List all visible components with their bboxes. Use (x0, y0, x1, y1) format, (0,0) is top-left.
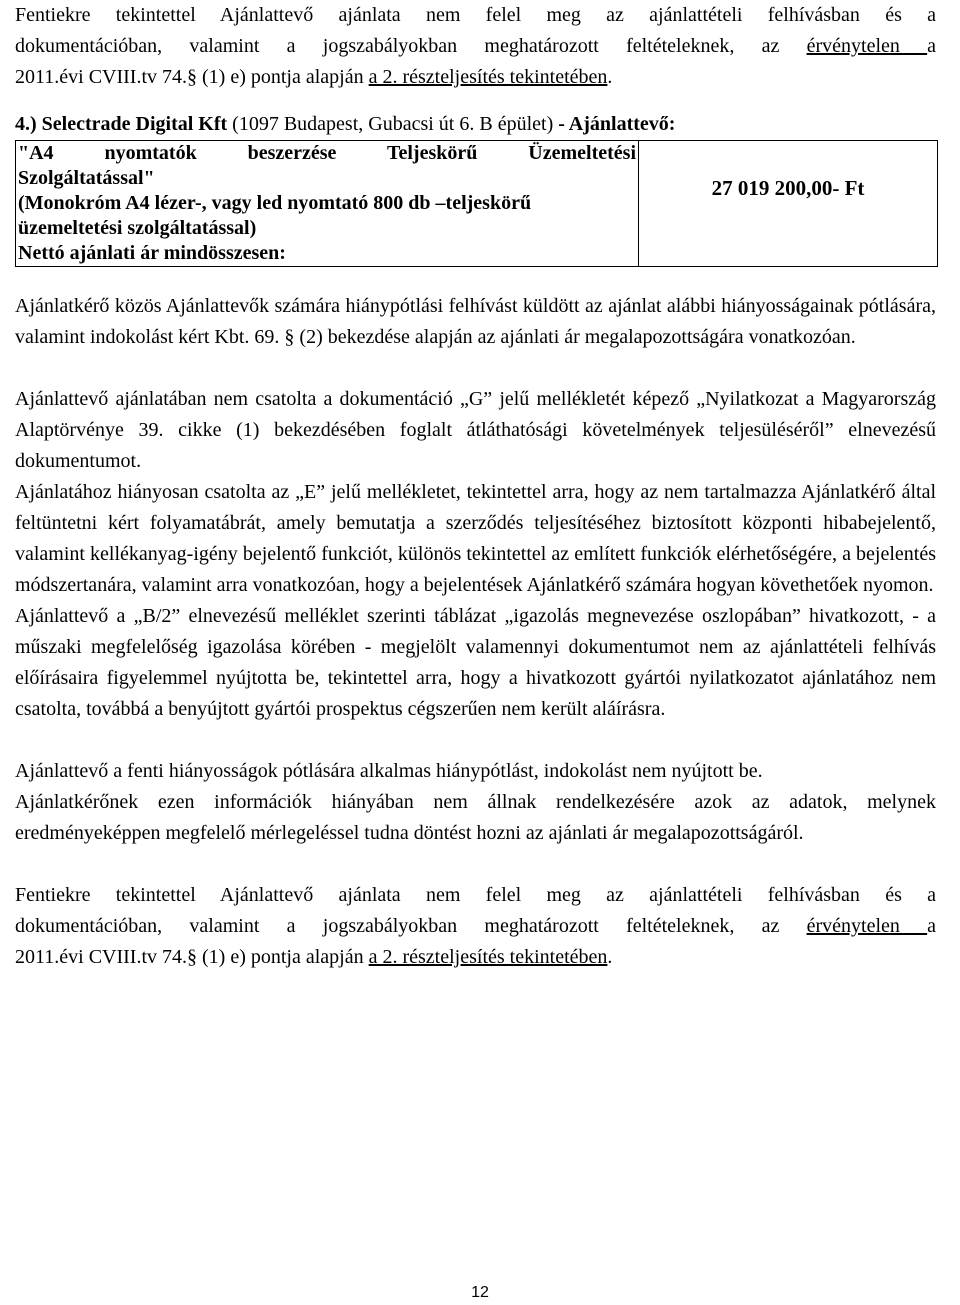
text-span: . (607, 946, 613, 968)
offer-desc-line: "A4 nyomtatók beszerzése Teljeskörű Üzemeltetési (18, 142, 636, 164)
underlined-text: érvénytelen (806, 35, 928, 57)
text-span: a (927, 915, 937, 937)
paragraph-missing-documents: Ajánlatkérő közös Ajánlattevők számára hiánypótlási felhívást küldött az ajánlat alábbi hiányosságainak pótlására, valamint indokolást kért Kbt. 69. § (2) bekezdése alapján az ajánlati ár megalapozottságára vonatkozóan. (15, 295, 936, 348)
underlined-text: a 2. részteljesítés tekintetében (368, 946, 608, 968)
offer-desc-line: Nettó ajánlati ár mindösszesen: (18, 242, 286, 264)
paragraph-consequence: Ajánlatkérőnek ezen információk hiányában nem állnak rendelkezésére azok az adatok, melynek eredményeképpen megfelelő mérlegeléssel tudna döntést hozni az ajánlati ár megalapozottságáról. (15, 791, 936, 844)
top-conclusion-paragraph (15, 0, 936, 93)
offer-desc-line: (Monokróm A4 lézer-, vagy led nyomtató 800 db –teljeskörű (18, 192, 532, 214)
text-line: Fentiekre tekintettel Ajánlattevő ajánlata nem felel meg az ajánlattételi felhívásban és a (15, 884, 936, 906)
bidder-address: (1097 Budapest, Gubacsi út 6. B épület) (227, 113, 554, 135)
bidder-role: - Ajánlattevő: (553, 113, 676, 135)
text-span: 2011.évi CVIII.tv 74.§ (1) e) pontja alapján (15, 66, 369, 88)
text-span: . (607, 66, 613, 88)
paragraph-no-response: Ajánlattevő a fenti hiányosságok pótlására alkalmas hiánypótlást, indokolást nem nyújtott be. (15, 760, 763, 782)
paragraph-annex-b2: Ajánlattevő a „B/2” elnevezésű melléklet szerinti táblázat „igazolás megnevezése oszlopában” hivatkozott, - a műszaki megfelelőség igazolása körében - megjelölt valamennyi dokumentumot nem az ajánlattételi felhívás előírásaira figyelemmel nyújtotta be, tekintettel arra, hogy a hivatkozott gyártói nyilatkozatot ajánlatához nem csatolta, továbbá a benyújtott gyártói prospektus cégszerűen nem került aláírásra. (15, 605, 936, 720)
bidder-number: 4.) (15, 113, 37, 135)
paragraph-annex-e: Ajánlatához hiányosan csatolta az „E” jelű mellékletet, tekintettel arra, hogy az nem tartalmazza Ajánlatkérő által feltüntetni kért folyamatábrát, amely bemutatja a szerződés teljesítéséhez biztosított központi hibabejelentő, valamint kellékanyag-igény bejelentő funkciót, különös tekintettel az említett funkciók elérhetőségére, a bejelentés módszertanára, valamint arra vonatkozóan, hogy a bejelentések Ajánlatkérő számára hogyan követhetőek nyomon. (15, 481, 936, 596)
offer-description-cell (16, 141, 639, 267)
text-line: Fentiekre tekintettel Ajánlattevő ajánlata nem felel meg az ajánlattételi felhívásban és a (15, 4, 936, 26)
offer-price: 27 019 200,00- Ft (711, 176, 865, 200)
offer-table (15, 140, 938, 267)
document-page (15, 0, 936, 973)
offer-price-cell (639, 141, 938, 267)
offer-desc-line: Szolgáltatással" (18, 167, 155, 189)
text-span: dokumentációban, valamint a jogszabályokban meghatározott feltételeknek, az (15, 915, 807, 937)
text-line (15, 31, 936, 62)
table-row (16, 141, 938, 267)
bidder-heading (15, 109, 936, 140)
text-span: 2011.évi CVIII.tv 74.§ (1) e) pontja alapján (15, 946, 369, 968)
text-line (15, 62, 936, 93)
underlined-text: a 2. részteljesítés tekintetében (368, 66, 608, 88)
text-line (15, 911, 936, 942)
text-line (15, 942, 936, 973)
page-number: 12 (471, 1284, 489, 1301)
text-span: a (927, 35, 937, 57)
bottom-conclusion-paragraph (15, 880, 936, 973)
paragraph-annex-g: Ajánlattevő ajánlatában nem csatolta a dokumentáció „G” jelű mellékletét képező „Nyilatkozat a Magyarország Alaptörvénye 39. cikke (1) bekezdésében foglalt átláthatósági követelmények teljesüléséről” elnevezésű dokumentumot. (15, 388, 936, 472)
underlined-text: érvénytelen (806, 915, 928, 937)
text-span: dokumentációban, valamint a jogszabályokban meghatározott feltételeknek, az (15, 35, 807, 57)
bidder-name: Selectrade Digital Kft (36, 113, 228, 135)
offer-desc-line: üzemeltetési szolgáltatással) (18, 217, 257, 239)
